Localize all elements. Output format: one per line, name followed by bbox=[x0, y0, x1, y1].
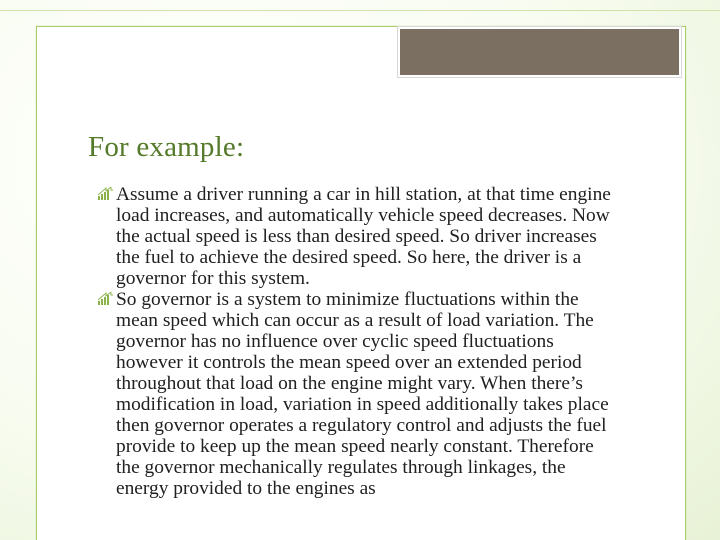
bullet-list bbox=[98, 184, 618, 499]
signal-bars-icon bbox=[98, 292, 113, 305]
decorative-top-line bbox=[0, 10, 720, 11]
accent-block bbox=[398, 27, 681, 77]
signal-bars-icon bbox=[98, 187, 113, 200]
bullet-text: So governor is a system to minimize fluctuations within the mean speed which can occur as a result of load variation. The governor has no influence over cyclic speed fluctuations however it controls the mean speed over an extended period throughout that load on the engine might vary. When there’s modification in load, variation in speed additionally takes place then governor operates a regulatory control and adjusts the fuel provide to keep up the mean speed nearly constant. Therefore the governor mechanically regulates through linkages, the energy provided to the engines as bbox=[116, 289, 609, 499]
slide-title: For example: bbox=[88, 131, 245, 163]
bullet-item bbox=[98, 289, 618, 499]
bullet-text: Assume a driver running a car in hill station, at that time engine load increases, and automatically vehicle speed decreases. Now the actual speed is less than desired speed. So driver increases the fuel to achieve the desired speed. So here, the driver is a governor for this system. bbox=[116, 184, 611, 289]
bullet-item bbox=[98, 184, 618, 289]
